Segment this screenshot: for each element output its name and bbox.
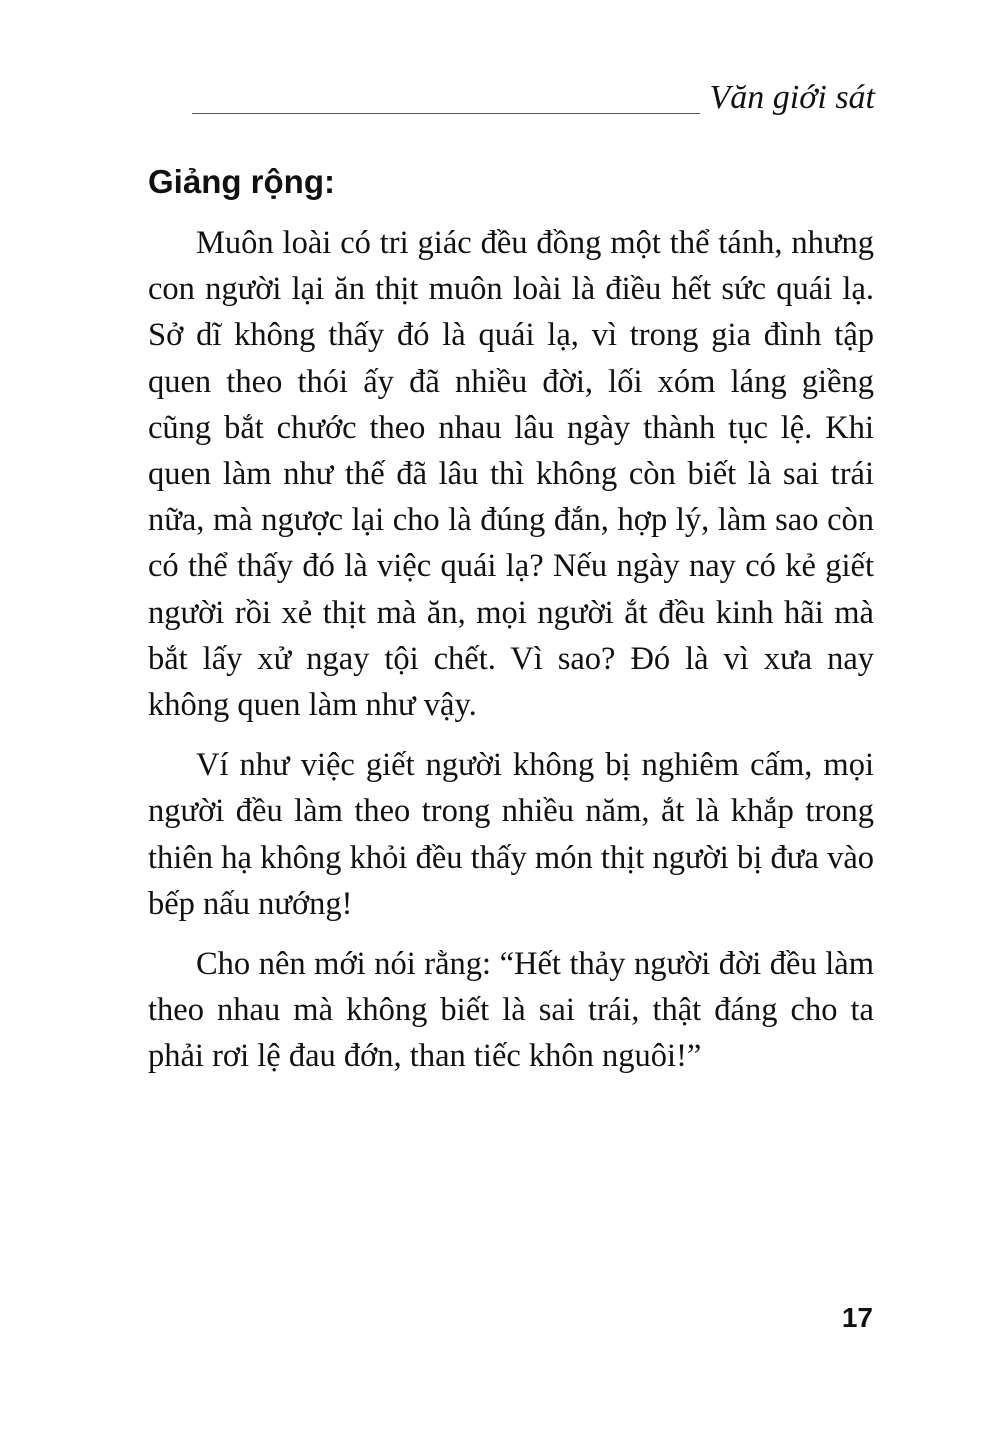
body-text [148, 220, 874, 1094]
paragraph-1: Muôn loài có tri giác đều đồng một thể tánh, nhưng con người lại ăn thịt muôn loài là điều hết sức quái lạ. Sở dĩ không thấy đó là quái lạ, vì trong gia đình tập quen theo thói ấy đã nhiều đời, lối xóm láng giềng cũng bắt chước theo nhau lâu ngày thành tục lệ. Khi quen làm như thế đã lâu thì không còn biết là sai trái nữa, mà ngược lại cho là đúng đắn, hợp lý, làm sao còn có thể thấy đó là việc quái lạ? Nếu ngày nay có kẻ giết người rồi xẻ thịt mà ăn, mọi người ắt đều kinh hãi mà bắt lấy xử ngay tội chết. Vì sao? Đó là vì xưa nay không quen làm như vậy. [148, 225, 874, 724]
page-number: 17 [841, 1302, 873, 1333]
paragraph-2: Ví như việc giết người không bị nghiêm cấm, mọi người đều làm theo trong nhiều năm, ắt là khắp trong thiên hạ không khỏi đều thấy món thịt người bị đưa vào bếp nấu nướng! [148, 747, 874, 922]
page-header [192, 78, 875, 118]
section-heading: Giảng rộng: [148, 163, 335, 200]
paragraph-3: Cho nên mới nói rằng: “Hết thảy người đời đều làm theo nhau mà không biết là sai trái, thật đáng cho ta phải rơi lệ đau đớn, than tiếc khôn nguôi!” [148, 946, 874, 1075]
running-title: Văn giới sát [709, 79, 875, 116]
header-rule [192, 113, 700, 114]
